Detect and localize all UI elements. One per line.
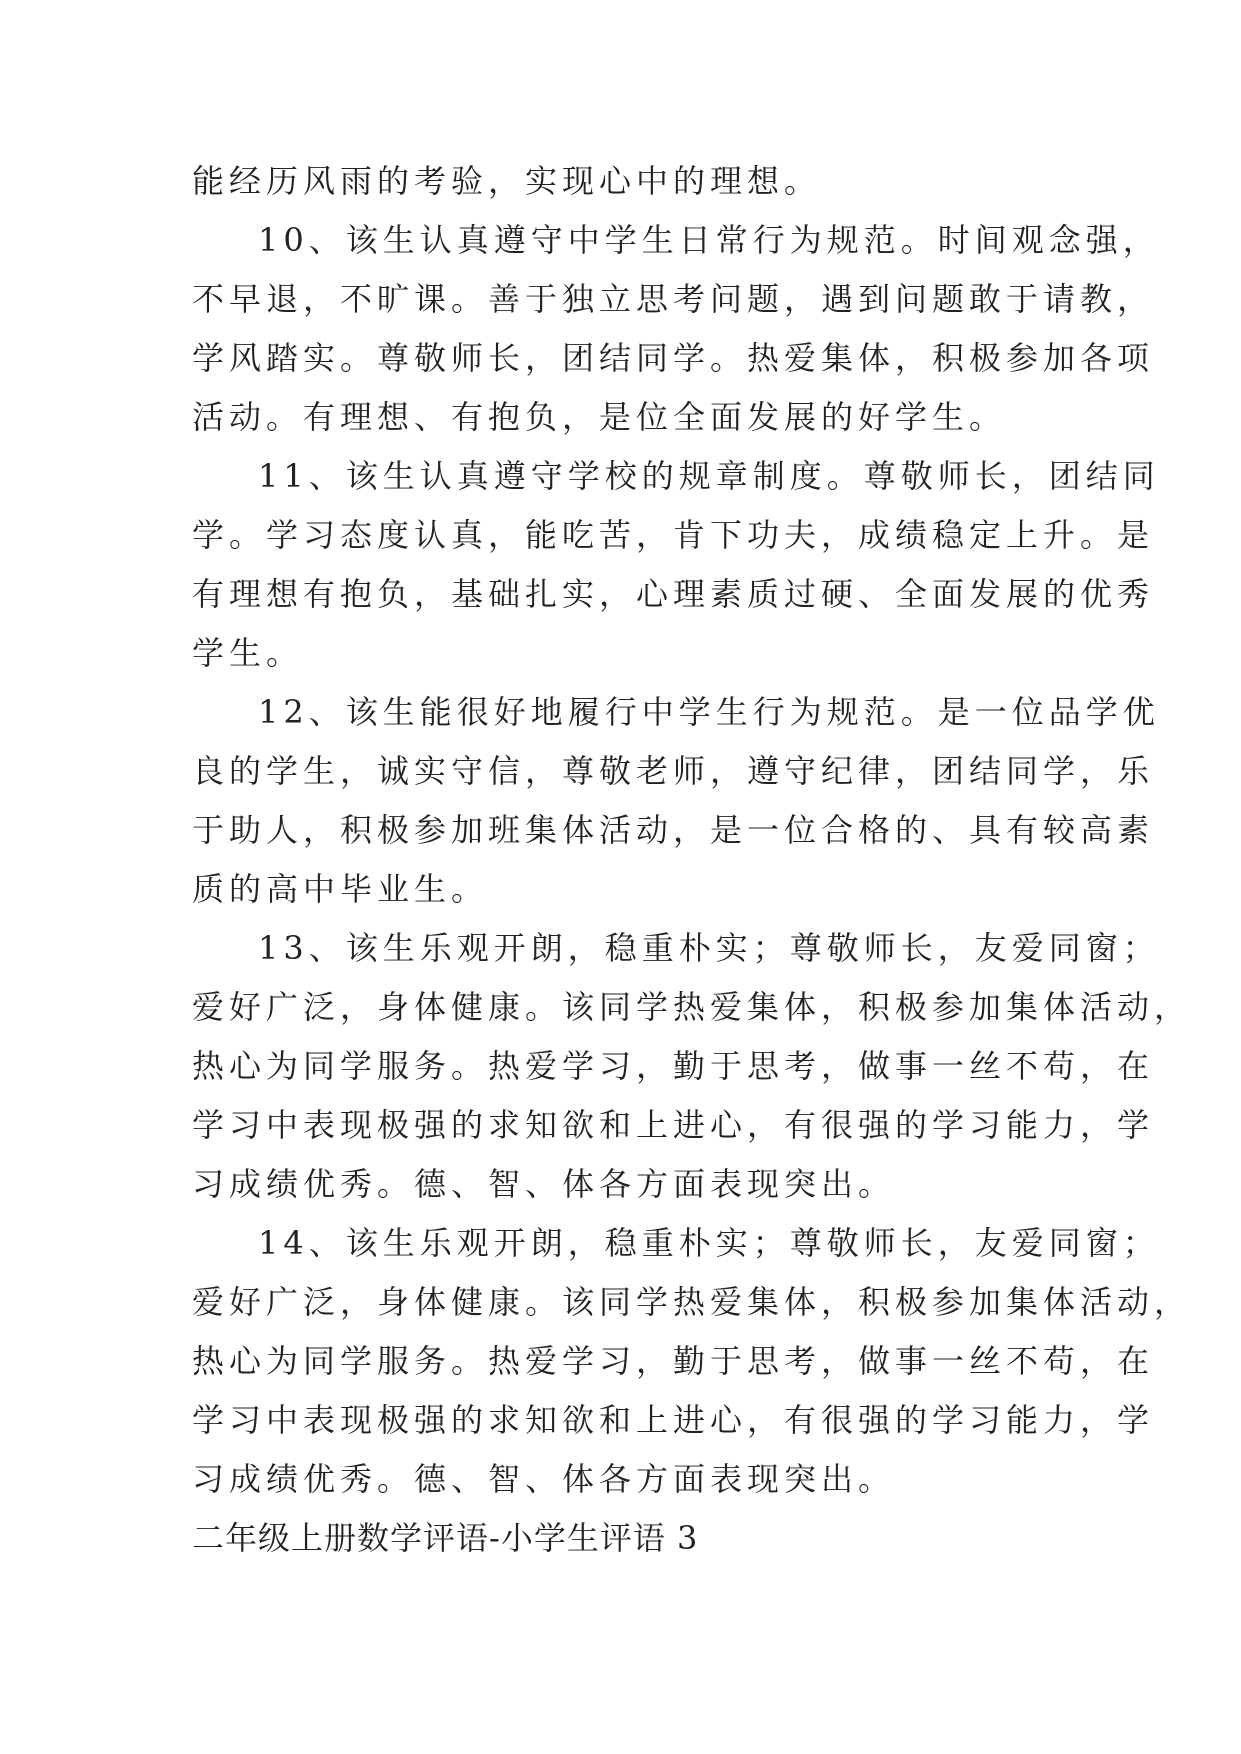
text-line: 14、该生乐观开朗，稳重朴实；尊敬师长，友爱同窗； (258, 1224, 1160, 1262)
text-line: 11、该生认真遵守学校的规章制度。尊敬师长，团结同 (258, 457, 1160, 495)
text-line: 学生。 (192, 634, 304, 672)
text-line: 活动。有理想、有抱负，是位全面发展的好学生。 (192, 398, 1007, 436)
document-body (192, 152, 1192, 1568)
text-line: 不早退，不旷课。善于独立思考问题，遇到问题敢于请教， (192, 280, 1155, 318)
text-line: 爱好广泛，身体健康。该同学热爱集体，积极参加集体活动， (192, 988, 1192, 1026)
text-line: 10、该生认真遵守中学生日常行为规范。时间观念强， (258, 221, 1160, 259)
text-line: 质的高中毕业生。 (192, 870, 489, 908)
text-line: 热心为同学服务。热爱学习，勤于思考，做事一丝不苟，在 (192, 1342, 1155, 1380)
text-line: 爱好广泛，身体健康。该同学热爱集体，积极参加集体活动， (192, 1283, 1192, 1321)
text-line: 有理想有抱负，基础扎实，心理素质过硬、全面发展的优秀 (192, 575, 1155, 613)
text-line: 12、该生能很好地履行中学生行为规范。是一位品学优 (258, 693, 1160, 731)
text-line: 热心为同学服务。热爱学习，勤于思考，做事一丝不苟，在 (192, 1047, 1155, 1085)
text-line: 学习中表现极强的求知欲和上进心，有很强的学习能力，学 (192, 1401, 1155, 1439)
text-line: 习成绩优秀。德、智、体各方面表现突出。 (192, 1460, 896, 1498)
text-line: 良的学生，诚实守信，尊敬老师，遵守纪律，团结同学，乐 (192, 752, 1155, 790)
text-line: 学习中表现极强的求知欲和上进心，有很强的学习能力，学 (192, 1106, 1155, 1144)
text-line: 13、该生乐观开朗，稳重朴实；尊敬师长，友爱同窗； (258, 929, 1160, 967)
text-line: 习成绩优秀。德、智、体各方面表现突出。 (192, 1165, 896, 1203)
text-line: 能经历风雨的考验，实现心中的理想。 (192, 162, 822, 200)
text-line: 学风踏实。尊敬师长，团结同学。热爱集体，积极参加各项 (192, 339, 1155, 377)
section-title: 二年级上册数学评语-小学生评语 3 (192, 1519, 699, 1557)
paragraph-lines (192, 152, 1192, 1509)
text-line: 于助人，积极参加班集体活动，是一位合格的、具有较高素 (192, 811, 1155, 849)
text-line: 学。学习态度认真，能吃苦，肯下功夫，成绩稳定上升。是 (192, 516, 1155, 554)
